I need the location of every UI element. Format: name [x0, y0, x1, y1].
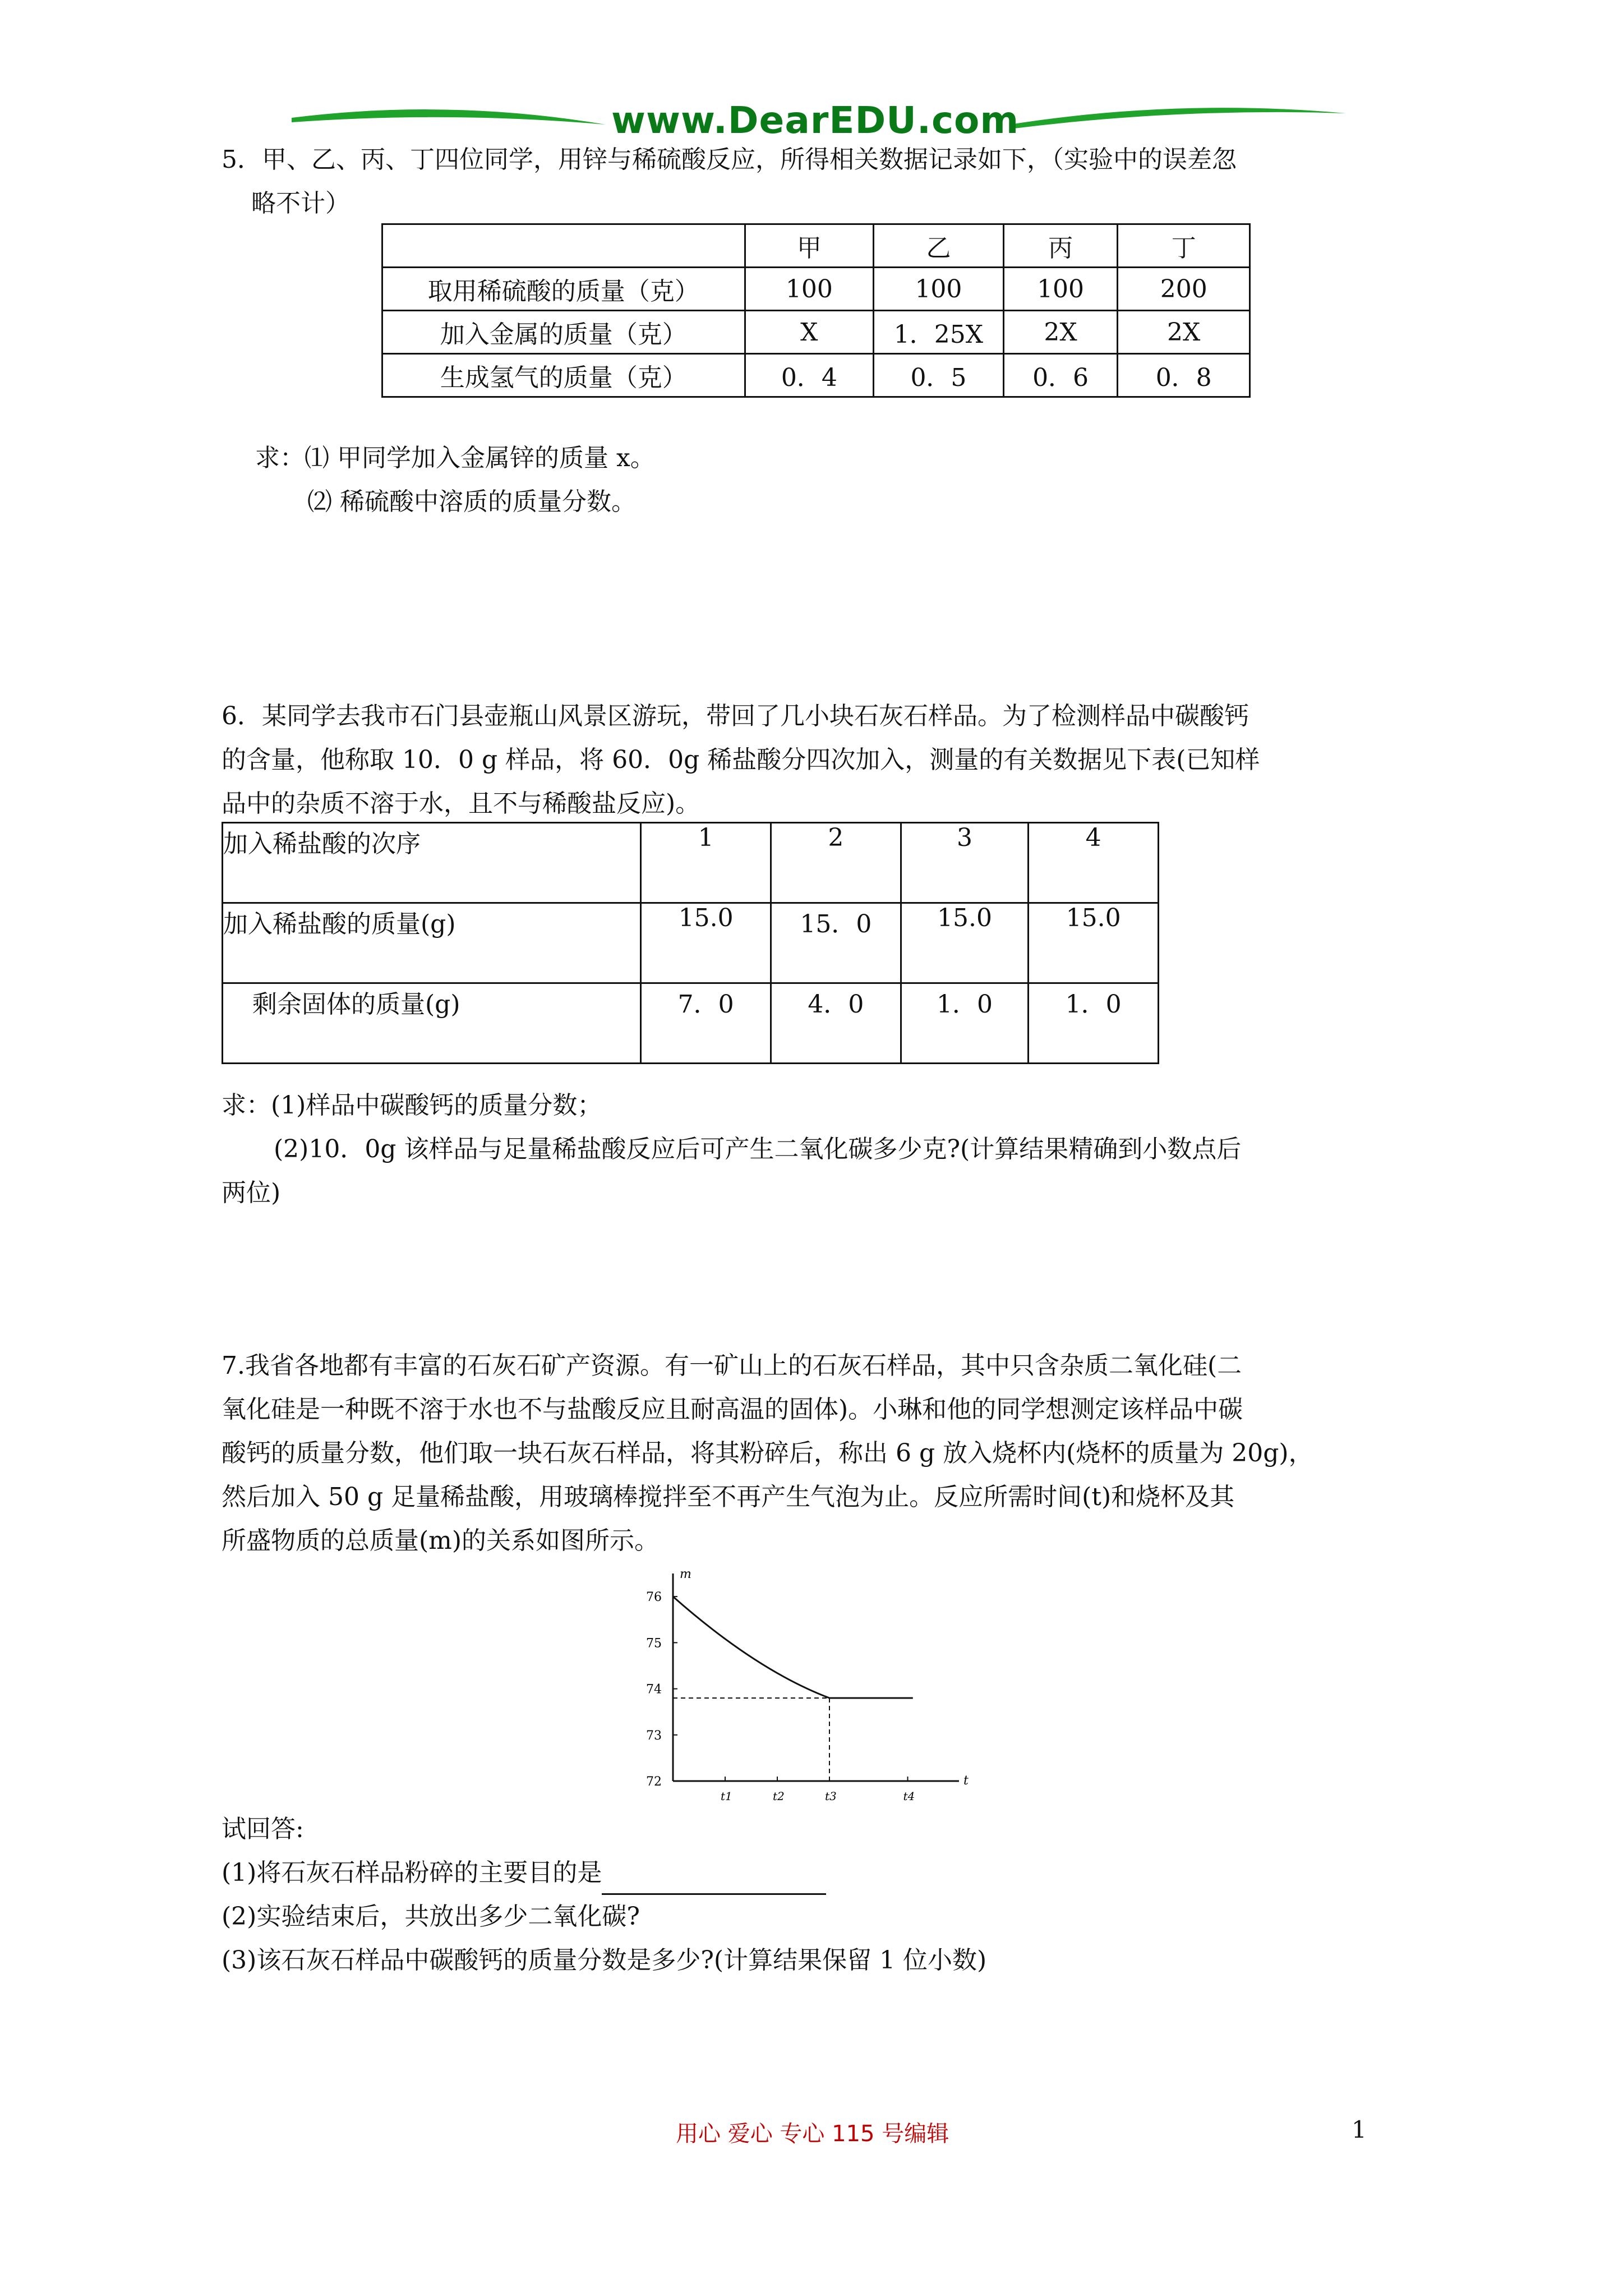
q7-answer-intro: 试回答:: [222, 1815, 304, 1843]
table-cell: 剩余固体的质量(g): [223, 983, 641, 1064]
table-cell: 加入稀盐酸的次序: [223, 823, 641, 903]
table-cell: 1．0: [901, 983, 1029, 1064]
q6-ask2-cont: 两位): [222, 1179, 281, 1207]
y-tick-label: 74: [646, 1682, 662, 1697]
mass-time-chart: [617, 1559, 976, 1806]
x-tick-label: t4: [903, 1789, 915, 1803]
table-cell: 200: [1118, 268, 1250, 311]
q6-ask2: (2)10．0g 该样品与足量稀盐酸反应后可产生二氧化碳多少克?(计算结果精确到小数点后: [274, 1135, 1242, 1163]
data-curve: [673, 1596, 913, 1698]
q7-line1: 7.我省各地都有丰富的石灰石矿产资源。有一矿山上的石灰石样品，其中只含杂质二氧化硅(二: [222, 1351, 1242, 1380]
table-cell: 1．25X: [874, 311, 1004, 354]
logo-swoosh-right: [1009, 101, 1346, 135]
x-axis-label: t: [963, 1774, 969, 1788]
table-cell: 1．0: [1029, 983, 1159, 1064]
table-header-cell: 甲: [745, 224, 874, 268]
q5-intro-line1: 5．甲、乙、丙、丁四位同学，用锌与稀硫酸反应，所得相关数据记录如下，（实验中的误差忽: [222, 145, 1237, 174]
q7-ask1-row: [222, 1851, 826, 1895]
answer-blank[interactable]: [602, 1864, 826, 1895]
table-cell: 2X: [1003, 311, 1118, 354]
y-tick-label: 73: [646, 1728, 662, 1743]
table-row: [382, 354, 1250, 397]
q5-ask1: 求：⑴ 甲同学加入金属锌的质量 x。: [255, 444, 655, 472]
y-tick-label: 72: [646, 1775, 662, 1789]
table-cell: 0．4: [745, 354, 874, 397]
table-header-cell: 乙: [874, 224, 1004, 268]
y-axis-label: m: [680, 1567, 691, 1581]
q6-line2: 的含量，他称取 10．0 g 样品，将 60．0g 稀盐酸分四次加入，测量的有关数据见下表(已知样: [222, 746, 1260, 774]
table-cell: 生成氢气的质量（克）: [382, 354, 745, 397]
table-cell: 7．0: [641, 983, 771, 1064]
table-cell: 0．8: [1118, 354, 1250, 397]
x-tick-label: t1: [721, 1789, 732, 1803]
table-row: [223, 823, 1159, 903]
table-cell: 2: [771, 823, 901, 903]
q6-table: [222, 822, 1159, 1064]
site-name[interactable]: www.DearEDU.com: [611, 99, 1020, 142]
table-cell: [382, 224, 745, 268]
table-row: [382, 224, 1250, 268]
q7-line4: 然后加入 50 g 足量稀盐酸，用玻璃棒搅拌至不再产生气泡为止。反应所需时间(t)和烧杯及其: [222, 1483, 1235, 1511]
q5-table: [381, 223, 1251, 398]
table-cell: 15.0: [1029, 903, 1159, 983]
q7-ask1: (1)将石灰石样品粉碎的主要目的是: [222, 1858, 602, 1887]
table-cell: 15．0: [771, 903, 901, 983]
table-cell: 100: [874, 268, 1004, 311]
table-header-cell: 丙: [1003, 224, 1118, 268]
table-cell: 15.0: [901, 903, 1029, 983]
q7-line5: 所盛物质的总质量(m)的关系如图所示。: [222, 1526, 660, 1555]
page-number: 1: [1352, 2116, 1367, 2143]
table-cell: X: [745, 311, 874, 354]
y-tick-label: 75: [646, 1636, 662, 1651]
q6-ask1: 求：(1)样品中碳酸钙的质量分数；: [222, 1091, 602, 1120]
table-cell: 加入金属的质量（克）: [382, 311, 745, 354]
q5-ask2: ⑵ 稀硫酸中溶质的质量分数。: [307, 487, 636, 516]
logo-swoosh-left: [292, 101, 606, 135]
table-cell: 15.0: [641, 903, 771, 983]
table-row: [223, 983, 1159, 1064]
table-cell: 3: [901, 823, 1029, 903]
table-cell: 取用稀硫酸的质量（克）: [382, 268, 745, 311]
table-cell: 2X: [1118, 311, 1250, 354]
y-tick-label: 76: [646, 1590, 662, 1605]
q5-intro-line2: 略不计）: [251, 189, 350, 218]
table-row: [382, 268, 1250, 311]
table-row: [382, 311, 1250, 354]
q7-ask2: (2)实验结束后，共放出多少二氧化碳?: [222, 1902, 640, 1931]
x-tick-label: t3: [825, 1789, 837, 1803]
table-cell: 4．0: [771, 983, 901, 1064]
table-row: [223, 903, 1159, 983]
table-cell: 100: [745, 268, 874, 311]
table-cell: 1: [641, 823, 771, 903]
table-cell: 加入稀盐酸的质量(g): [223, 903, 641, 983]
footer-text: 用心 爱心 专心 115 号编辑: [676, 2121, 949, 2147]
q6-line1: 6．某同学去我市石门县壶瓶山风景区游玩，带回了几小块石灰石样品。为了检测样品中碳酸钙: [222, 702, 1249, 730]
table-cell: 100: [1003, 268, 1118, 311]
table-header-cell: 丁: [1118, 224, 1250, 268]
q7-ask3: (3)该石灰石样品中碳酸钙的质量分数是多少?(计算结果保留 1 位小数): [222, 1946, 987, 1975]
x-tick-label: t2: [773, 1789, 785, 1803]
table-cell: 0．5: [874, 354, 1004, 397]
table-cell: 0．6: [1003, 354, 1118, 397]
q7-line2: 氧化硅是一种既不溶于水也不与盐酸反应且耐高温的固体)。小琳和他的同学想测定该样品中碳: [222, 1395, 1243, 1424]
table-cell: 4: [1029, 823, 1159, 903]
q7-line3: 酸钙的质量分数，他们取一块石灰石样品，将其粉碎后，称出 6 g 放入烧杯内(烧杯的质量为 20g)，: [222, 1439, 1313, 1467]
q6-line3: 品中的杂质不溶于水，且不与稀酸盐反应)。: [222, 789, 700, 818]
